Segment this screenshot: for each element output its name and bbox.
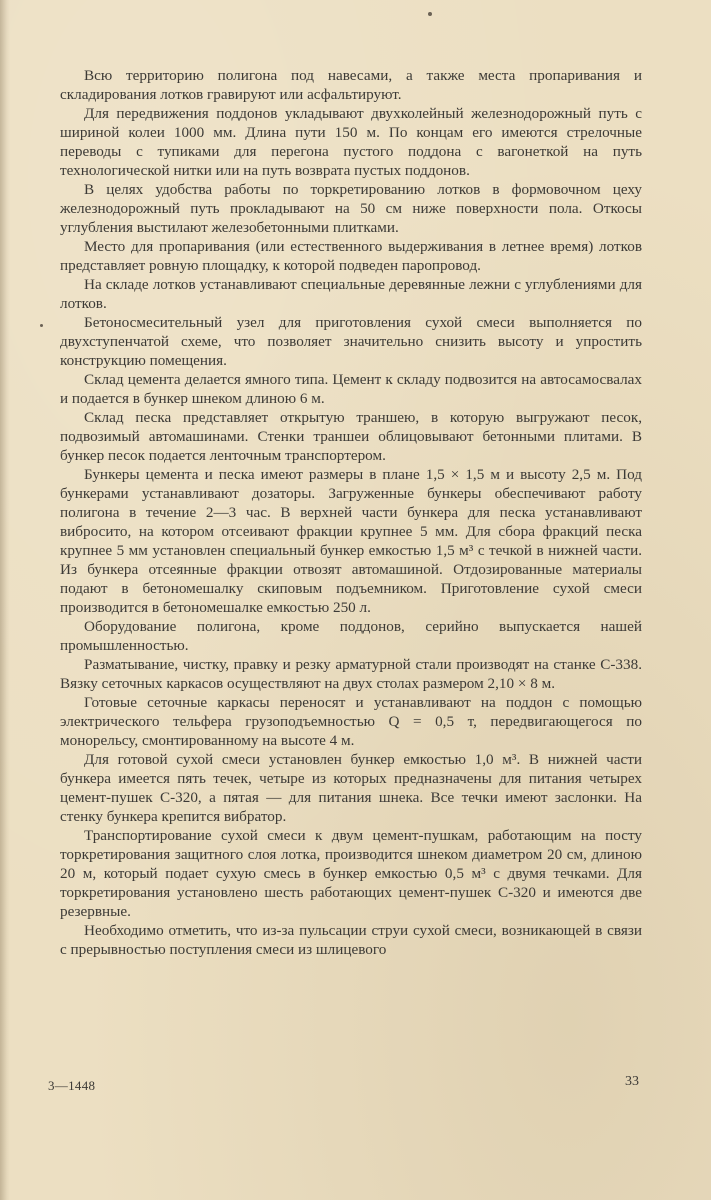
paragraph: В целях удобства работы по торкретированию лотков в формовочном цеху железнодорожный путь прокладывают на 50 см ниже поверхности пола. Откосы углубления выстилают железобетонными плитками.: [60, 181, 642, 236]
page-number: 33: [625, 1074, 639, 1089]
paragraph: Бункеры цемента и песка имеют размеры в плане 1,5 × 1,5 м и высоту 2,5 м. Под бункерами устанавливают дозаторы. Загруженные бункеры обеспечивают работу полигона в течение 2—3 час. В верхней части бункера для песка устанавливают вибросито, на котором отсеивают фракции крупнее 5 мм. Для сбора фракций песка крупнее 5 мм установлен специальный бункер емкостью 1,5 м³ с течкой в нижней части. Из бункера отсеянные фракции отвозят автомашиной. Отдозированные материалы подают в бетономешалку скиповым подъемником. Приготовление сухой смеси производится в бетономешалке емкостью 250 л.: [60, 466, 642, 616]
paragraph: Готовые сеточные каркасы переносят и устанавливают на поддон с помощью электрического тельфера грузоподъемностью Q = 0,5 т, передвигающегося по монорельсу, смонтированному на высоте 4 м.: [60, 694, 642, 749]
paragraph: Место для пропаривания (или естественного выдерживания в летнее время) лотков представляет ровную площадку, к которой подведен паропровод.: [60, 238, 642, 274]
paragraph: Разматывание, чистку, правку и резку арматурной стали производят на станке С-338. Вязку сеточных каркасов осуществляют на двух столах размером 2,10 × 8 м.: [60, 656, 642, 692]
signature-mark: 3—1448: [48, 1078, 96, 1093]
paragraph: Транспортирование сухой смеси к двум цемент-пушкам, работающим на посту торкретирования защитного слоя лотка, производится шнеком диаметром 20 см, длиною 20 м, который подает сухую смесь в бункер емкостью 0,5 м³ с двумя течками. Для торкретирования установлено шесть работающих цемент-пушек С-320 и имеются две резервные.: [60, 827, 642, 920]
print-speck: [428, 12, 432, 16]
page-binding-shadow: [0, 0, 10, 1200]
paragraph: Склад песка представляет открытую траншею, в которую выгружают песок, подвозимый автомашинами. Стенки траншеи облицовывают бетонными плитами. В бункер песок подается ленточным транспортером.: [60, 409, 642, 464]
paragraph: Всю территорию полигона под навесами, а также места пропаривания и складирования лотков гравируют или асфальтируют.: [60, 67, 642, 103]
paragraph: На складе лотков устанавливают специальные деревянные лежни с углублениями для лотков.: [60, 276, 642, 312]
paragraph: Оборудование полигона, кроме поддонов, серийно выпускается нашей промышленностью.: [60, 618, 642, 654]
paragraph: Для передвижения поддонов укладывают двухколейный железнодорожный путь с шириной колеи 1000 мм. Длина пути 150 м. По концам его имеются стрелочные переводы с тупиками для перегона пустого поддона с вагонеткой на путь технологической нитки или на путь возврата пустых поддонов.: [60, 105, 642, 179]
paragraph: Бетоносмесительный узел для приготовления сухой смеси выполняется по двухступенчатой схеме, что позволяет значительно снизить высоту и упростить конструкцию помещения.: [60, 314, 642, 369]
paragraph: Для готовой сухой смеси установлен бункер емкостью 1,0 м³. В нижней части бункера имеется пять течек, четыре из которых предназначены для питания четырех цемент-пушек С-320, а пятая — для питания шнека. Все течки имеют заслонки. На стенку бункера крепится вибратор.: [60, 751, 642, 825]
print-speck: [40, 324, 43, 327]
paragraph: Склад цемента делается ямного типа. Цемент к складу подвозится на автосамосвалах и подается в бункер шнеком длиною 6 м.: [60, 371, 642, 407]
body-text: [60, 66, 642, 959]
paragraph: Необходимо отметить, что из-за пульсации струи сухой смеси, возникающей в связи с прерывностью поступления смеси из шлицевого: [60, 922, 642, 958]
